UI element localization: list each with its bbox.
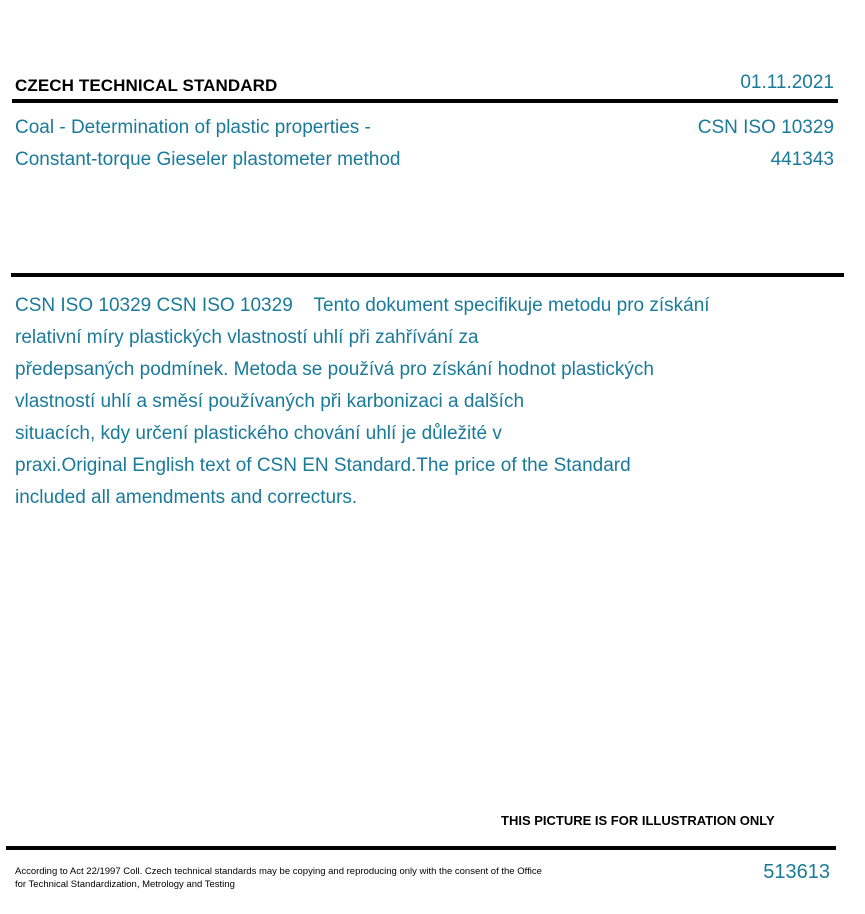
standard-type-label: CZECH TECHNICAL STANDARD [15,76,278,95]
standard-code: CSN ISO 10329 [697,117,834,138]
description-line: relativní míry plastických vlastností uhlí při zahřívání za [15,327,479,348]
standard-title-line2: Constant-torque Gieseler plastometer method [15,149,401,170]
document-number: 513613 [763,861,830,883]
class-number: 441343 [770,149,834,170]
copyright-note-line1: According to Act 22/1997 Coll. Czech technical standards may be copying and reproducing only with the consent of the Office [15,866,542,877]
description-line: situacích, kdy určení plastického chování uhlí je důležité v [15,423,502,444]
publication-date: 01.11.2021 [740,72,834,93]
header-divider [12,99,838,103]
footer-divider [6,846,836,850]
description-line: included all amendments and correcturs. [15,487,358,508]
title-divider [11,273,844,277]
description-line: CSN ISO 10329 CSN ISO 10329 Tento dokument specifikuje metodu pro získání [15,295,710,316]
copyright-note [15,865,595,891]
description-line: praxi.Original English text of CSN EN Standard.The price of the Standard [15,455,631,476]
standard-title-line1: Coal - Determination of plastic properties - [15,117,371,138]
description-line: vlastností uhlí a směsí používaných při karbonizaci a dalších [15,391,525,412]
standard-description [15,290,815,514]
copyright-note-line2: for Technical Standardization, Metrology and Testing [15,879,235,890]
illustration-disclaimer: THIS PICTURE IS FOR ILLUSTRATION ONLY [501,813,775,828]
description-line: předepsaných podmínek. Metoda se používá pro získání hodnot plastických [15,359,654,380]
